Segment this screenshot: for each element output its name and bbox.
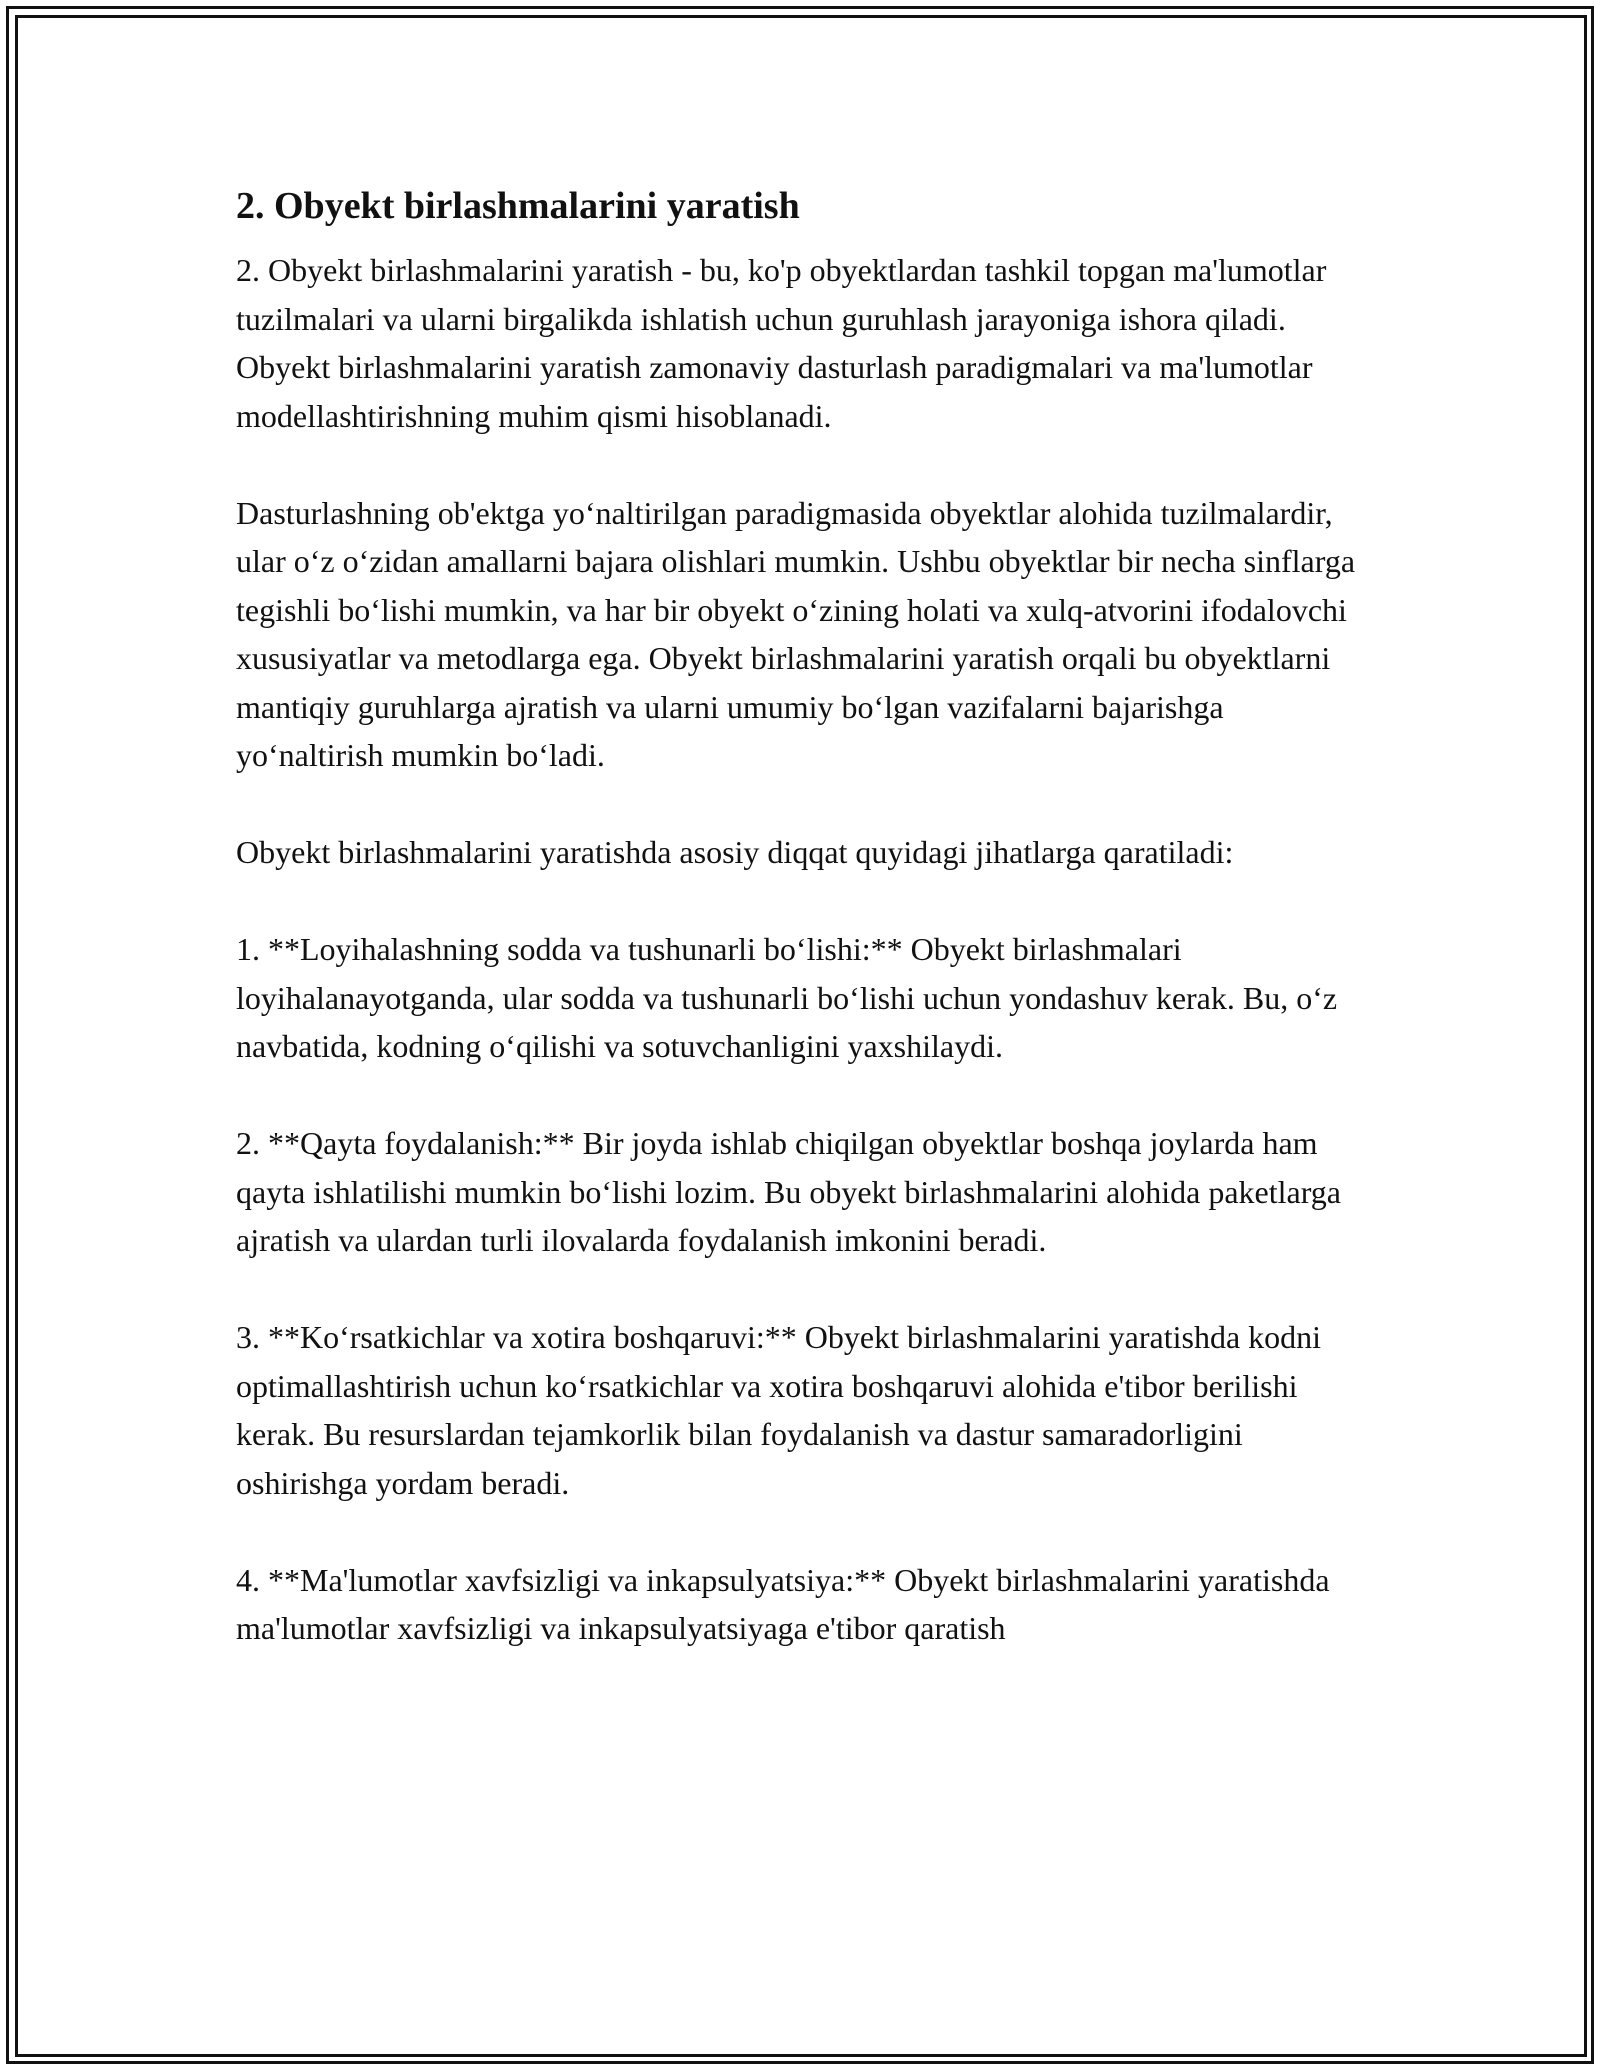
paragraph-focus: Obyekt birlashmalarini yaratishda asosiy diqqat quyidagi jihatlarga qaratiladi: [236, 834, 1234, 870]
list-item-1: 1. **Loyihalashning sodda va tushunarli bo‘lishi:** Obyekt birlashmalari loyihalanayotganda, ular sodda va tushunarli bo‘lishi uchun yondashuv kerak. Bu, o‘z navbatida, kodning o‘qilishi va sotuvchanligini yaxshilaydi. [236, 931, 1338, 1064]
paragraph-intro: 2. Obyekt birlashmalarini yaratish - bu, ko'p obyektlardan tashkil topgan ma'lumotlar tuzilmalari va ularni birgalikda ishlatish uchun guruhlash jarayoniga ishora qiladi. Obyekt birlashmalarini yaratish zamonaviy dasturlash paradigmalari va ma'lumotlar modellashtirishning muhim qismi hisoblanadi. [236, 252, 1327, 434]
list-item-4: 4. **Ma'lumotlar xavfsizligi va inkapsulyatsiya:** Obyekt birlashmalarini yaratishda ma'lumotlar xavfsizligi va inkapsulyatsiyaga e'tibor qaratish [236, 1561, 1330, 1646]
paragraph-oop: Dasturlashning ob'ektga yo‘naltirilgan paradigmasida obyektlar alohida tuzilmalardir, ular o‘z o‘zidan amallarni bajara olishlari mumkin. Ushbu obyektlar bir necha sinflarga tegishli bo‘lishi mumkin, va har bir obyekt o‘zining holati va xulq-atvorini ifodalovchi xususiyatlar va metodlarga ega. Obyekt birlashmalarini yaratish orqali bu obyektlarni mantiqiy guruhlarga ajratish va ularni umumiy bo‘lgan vazifalarni bajarishga yo‘naltirish mumkin bo‘ladi. [236, 494, 1356, 773]
document-page [236, 180, 1366, 1653]
list-item-2: 2. **Qayta foydalanish:** Bir joyda ishlab chiqilgan obyektlar boshqa joylarda ham qayta ishlatilishi mumkin bo‘lishi lozim. Bu obyekt birlashmalarini alohida paketlarga ajratish va ulardan turli ilovalarda foydalanish imkonini beradi. [236, 1125, 1341, 1258]
section-heading: 2. Obyekt birlashmalarini yaratish [236, 185, 800, 227]
list-item-3: 3. **Ko‘rsatkichlar va xotira boshqaruvi:** Obyekt birlashmalarini yaratishda kodni optimallashtirish uchun ko‘rsatkichlar va xotira boshqaruvi alohida e'tibor berilishi kerak. Bu resurslardan tejamkorlik bilan foydalanish va dastur samaradorligini oshirishga yordam beradi. [236, 1319, 1322, 1501]
